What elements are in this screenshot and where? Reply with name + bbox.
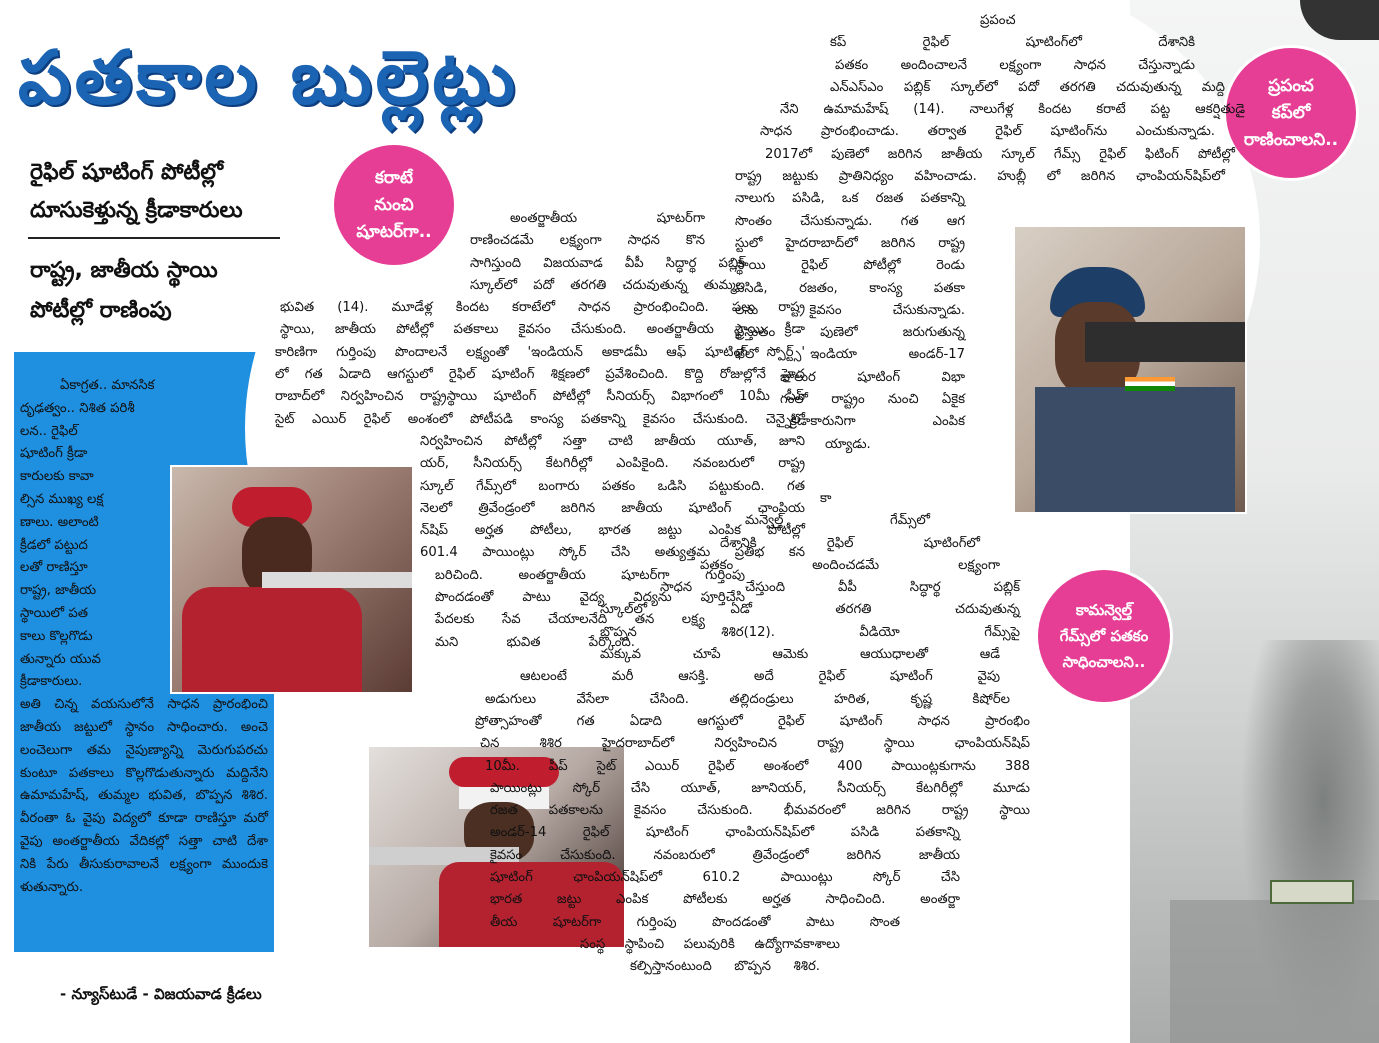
intro-line: కారులకు కావా <box>20 469 94 485</box>
intro-line: వీరంతా ఓ వైపు విద్యలో కూడా రాణిస్తూ మరో <box>20 811 268 827</box>
story_bhuvitha-line: స్కూల్‌లో పదో తరగతి చదువుతున్న తుమ్మల <box>470 277 745 293</box>
story_sisira-line: చిన శిశిర హైదరాబాద్‌లో నిర్వహించిన రాష్ట్ర స్థాయి ఛాంపియన్‌షిప్ <box>480 736 1030 752</box>
story_sisira-line: పాయింట్లు స్కోర్ చేసి యూత్, జూనియర్, సీనియర్స్ కేటగిరీల్లో మూడు <box>490 780 1030 796</box>
story_umamahesh-line: స్టులో హైదరాబాద్‌లో జరిగిన రాష్ట్ర <box>735 235 965 251</box>
story_sisira-line: సంస్థ స్థాపించి పలువురికి ఉద్యోగావకాశాలు <box>580 936 840 952</box>
story_umamahesh-line: సొంతం చేసుకున్నాడు. గత ఆగ <box>735 213 965 229</box>
story_bhuvitha-line: పేదలకు సేవ చేయాలనేది తన లక్ష్య <box>435 612 705 628</box>
story_umamahesh-line: నేని ఉమామహేష్ (14). నాలుగేళ్ల కిందట కరాటే పట్ట ఆకర్షితుడై <box>780 102 1245 118</box>
story_bhuvitha-line: కారిణిగా గుర్తింపు పొందాలనే లక్ష్యంతో 'ఇండియన్ అకాడమీ ఆఫ్ షూటింగ్ స్పోర్ట్స్' <box>275 344 805 360</box>
story_sisira-line: సాధన చేస్తుంది వీపీ సిద్ధార్థ పబ్లిక్ <box>660 580 1020 596</box>
story_bhuvitha-line: న్‌షిప్ అర్హత పోటీలు, భారత జట్టు ఎంపిక పోటీల్లో <box>420 523 805 539</box>
story-umamahesh <box>735 10 1255 456</box>
intro-line: రాష్ట్ర, జాతీయ <box>20 583 97 599</box>
story_sisira-line: ఆటలంటే మరీ ఆసక్తి. అదే రైఫిల్ షూటింగ్ వైపు <box>520 669 1000 685</box>
badge-commonwealth-line: గేమ్స్‌లో పతకం <box>1059 627 1149 645</box>
story_sisira-line: కైవసం చేసుకుంది. నవంబరులో త్రివేండ్రంలో జరిగిన జాతీయ <box>490 847 960 863</box>
badge-commonwealth <box>1038 570 1170 702</box>
intro-line: షూటింగ్ క్రీడా <box>20 446 88 462</box>
badge-commonwealth-line: కామన్వెల్త్ <box>1075 601 1133 619</box>
story_bhuvitha-line: స్కూల్ గేమ్స్‌లో బంగారు పతకం ఒడిసి పట్టుకుంది. గత <box>420 478 805 494</box>
badge-karate-line: కరాటే <box>375 167 413 188</box>
story_umamahesh-line: బాలుర షూటింగ్ విభా <box>780 369 965 385</box>
story_sisira-line: తీయ షూటర్‌గా గుర్తింపు పొందడంతో పాటు సొంత <box>490 914 900 930</box>
badge-world-cup-line: ప్రపంచ <box>1268 75 1314 96</box>
story_bhuvitha-line: యర్, సీనియర్స్ కేటగిరీల్లో ఎంపికైంది. నవంబరులో రాష్ట్ర <box>420 456 805 472</box>
story_umamahesh-line: క్రీడాకారునిగా ఎంపిక <box>790 414 965 430</box>
story_umamahesh-line: కప్ రైఫిల్ షూటింగ్‌లో దేశానికి <box>830 35 1195 51</box>
story_sisira-line: అండర్-14 రైఫిల్ షూటింగ్ ఛాంపియన్‌షిప్‌లో పసిడి పతకాన్ని <box>490 825 960 841</box>
story_sisira-line: మన్వెల్త్ గేమ్స్‌లో <box>745 513 930 529</box>
badge-karate-line: నుంచి <box>374 194 414 215</box>
badge-commonwealth-line: సాధించాలని.. <box>1062 653 1146 671</box>
headline: పతకాల బుల్లెట్లు <box>18 35 519 121</box>
intro-line: ఉమామహేష్, తుమ్మల భువిత, బొప్పన శిశిర. <box>20 788 268 804</box>
intro-line: ళుతున్నారు. <box>20 879 84 895</box>
story_umamahesh-line: ఖేలో ఇండియా అండర్-17 <box>735 347 965 363</box>
story_bhuvitha-line: పొందడంతో పాటు వైద్య విద్యను పూర్తిచేసి <box>435 590 745 606</box>
story_umamahesh-line: లను కైవసం చేసుకున్నాడు. <box>735 302 965 318</box>
intro-line: వైపు అంతర్జాతీయ వేదికల్లో సత్తా చాటి దేశా <box>20 833 268 849</box>
badge-world-cup-line: కప్‌లో <box>1271 102 1311 123</box>
story_bhuvitha-line: రాబాద్‌లో నిర్వహించిన రాష్ట్రస్థాయి షూటింగ్ పోటీల్లో సీనియర్స్ విభాగంలో 10మీ పీప్ <box>275 389 805 405</box>
intro-text-narrow <box>20 375 155 694</box>
story_sisira-line: కల్పిస్తానంటుంది బొప్పన శిశిర. <box>630 959 820 975</box>
subhead-3: రాష్ట్ర, జాతీయ స్థాయి <box>30 258 218 283</box>
intro-line: లన.. రైఫిల్ <box>20 423 78 439</box>
story_bhuvitha-line: సైట్ ఎయిర్ రైఫిల్ అంశంలో పోటీపడి కాంస్య పతకాన్ని కైవసం చేసుకుంది. చెన్నైలో <box>275 411 805 427</box>
story_bhuvitha-line: మని భువిత పేర్కొంది. <box>435 634 635 650</box>
story_umamahesh-line: పతకం అందించాలనే లక్ష్యంగా సాధన చేస్తున్నాడు <box>835 57 1195 73</box>
intro-line: లతో రాణిస్తూ <box>20 560 88 576</box>
subhead-divider <box>28 237 280 239</box>
intro-line: ల్సిన ముఖ్య లక్ష <box>20 491 104 507</box>
story_sisira-line: 10మీ. పీప్ సైట్ ఎయిర్ రైఫిల్ అంశంలో 400 పాయింట్లకుగాను 388 <box>485 758 1030 774</box>
story_umamahesh-line: ప్రపంచ <box>980 13 1016 28</box>
story_sisira-line: ప్రోత్సాహంతో గత ఏడాది ఆగస్టులో రైఫిల్ షూటింగ్ సాధన ప్రారంభిం <box>475 713 1030 729</box>
badge-karate-line: షూటర్‌గా.. <box>356 221 432 242</box>
story_bhuvitha-line: నెలలో త్రివేండ్రంలో జరిగిన జాతీయ షూటింగ్ ఛాంపియ <box>420 500 805 516</box>
intro-line: తున్నారు యువ <box>20 651 101 667</box>
story_umamahesh-line: పసిడి, రజతం, కాంస్య పతకా <box>735 280 965 296</box>
subhead-4: పోటీల్లో రాణింపు <box>30 298 172 323</box>
story_sisira-line: కా <box>820 491 832 506</box>
story_sisira-line: షూటింగ్ ఛాంపియన్‌షిప్‌లో 610.2 పాయింట్లు స్కోర్ చేసి <box>490 870 960 886</box>
intro-line: కుంటూ పతకాలు కొల్లగొడుతున్నారు మద్దినేని <box>20 765 268 781</box>
intro-line: నికి పేరు తీసుకురావాలనే లక్ష్యంగా ముందుకె <box>20 856 268 872</box>
story_bhuvitha-line: భువిత (14). మూడేళ్ల కిందట కరాటేలో సాధన ప్రారంభించింది. పలు రాష్ట్ర <box>280 300 805 316</box>
subhead-2: దూసుకెళ్తున్న క్రీడాకారులు <box>30 198 243 223</box>
story_umamahesh-line: గంలో రాష్ట్రం నుంచి ఏకైక <box>780 392 965 408</box>
story_umamahesh-line: రాష్ట్ర జట్టుకు ప్రాతినిధ్యం వహించాడు. హుబ్లీ లో జరిగిన ఛాంపియన్‌షిప్‌లో <box>735 169 1225 185</box>
story_sisira-line: భారత జట్టు ఎంపిక పోటీలకు అర్హత సాధించింది. అంతర్జా <box>490 892 960 908</box>
story_sisira-line: మక్కువ చూపే ఆమెకు ఆయుధాలతో ఆడే <box>600 647 1000 663</box>
story_umamahesh-line: నాలుగు పసిడి, ఒక రజత పతకాన్ని <box>735 191 965 207</box>
story_sisira-line: బొప్పన శిశిర(12). వీడియో గేమ్స్‌పై <box>600 624 1020 640</box>
story_umamahesh-line: ప్రస్తుతం పుణెలో జరుగుతున్న <box>735 325 965 341</box>
badge-world-cup-line: రాణించాలని.. <box>1243 129 1339 150</box>
story_umamahesh-line: 2017లో పుణెలో జరిగిన జాతీయ స్కూల్ గేమ్స్ రైఫిల్ ఫిటింగ్ పోటీల్లో <box>765 146 1235 162</box>
story_bhuvitha-line: స్థాయి, జాతీయ పోటీల్లో పతకాలు కైవసం చేసుకుంది. అంతర్జాతీయ స్థాయి క్రీడా <box>280 322 805 338</box>
story_bhuvitha-line: అంతర్జాతీయ షూటర్‌గా <box>510 211 705 226</box>
intro-line: అతి చిన్న వయసులోనే సాధన ప్రారంభించి <box>20 697 268 713</box>
intro-line: లంచెలుగా తమ నైపుణ్యాన్ని మెరుగుపరచు <box>20 742 268 758</box>
story_umamahesh-line: య్యాడు. <box>825 436 871 452</box>
story_bhuvitha-line: సాగిస్తుంది విజయవాడ వీపీ సిద్ధార్థ పబ్లిక్ <box>470 255 745 271</box>
story_bhuvitha-line: 601.4 పాయింట్లు స్కోర్ చేసి అత్యుత్తమ ప్రతిభ కన <box>420 545 805 561</box>
intro-line: కాలు కొల్లగొడు <box>20 628 93 644</box>
story_sisira-line: పతకం అందించడమే లక్ష్యంగా <box>700 557 1000 573</box>
credit-line: - న్యూస్‌టుడే - విజయవాడ క్రీడలు <box>60 985 262 1003</box>
intro-line: జాతీయ జట్టులో స్థానం సాధించారు. అంచె <box>20 719 268 735</box>
story_umamahesh-line: స్థాయి రైఫిల్ పోటీల్లో రెండు <box>735 258 965 274</box>
intro-text-wide <box>20 694 268 899</box>
story_sisira-line: అడుగులు వేసేలా చేసింది. తల్లిదండ్రులు హరిత, కృష్ణ కిషోర్‌ల <box>485 691 1010 707</box>
intro-line: దృఢత్వం.. నిశిత పరిశీ <box>20 400 135 416</box>
subhead-1: రైఫిల్ షూటింగ్ పోటీల్లో <box>30 160 223 185</box>
story_bhuvitha-line: లో గత ఏడాది ఆగస్టులో రైఫిల్ షూటింగ్ శిక్షణలో ప్రవేశించింది. కొద్ది రోజుల్లోనే హైద <box>275 367 805 383</box>
road-sign <box>1270 880 1354 904</box>
story_sisira-line: రజత పతకాలను కైవసం చేసుకుంది. భీమవరంలో జరిగిన రాష్ట్ర స్థాయి <box>490 803 1030 819</box>
intro-line: ణాలు. అలాంటి <box>20 514 99 530</box>
story_bhuvitha-line: రాణించడమే లక్ష్యంగా సాధన కొన <box>470 233 705 249</box>
story_bhuvitha-line: నిర్వహించిన పోటీల్లో సత్తా చాటి జాతీయ యూత్, జూని <box>420 433 805 449</box>
background-road <box>1170 900 1379 1043</box>
story_umamahesh-line: సాధన ప్రారంభించాడు. తర్వాత రైఫిల్ షూటింగ్‌ను ఎంచుకున్నాడు. <box>760 124 1215 140</box>
intro-text <box>20 375 268 899</box>
intro-line: క్రీడాకారులు. <box>20 674 83 690</box>
story_umamahesh-line: ఎన్‌ఎస్‌ఎం పబ్లిక్ స్కూల్‌లో పదో తరగతి చదువుతున్న మద్ది <box>830 79 1225 95</box>
intro-line: ఏకాగ్రత.. మానసిక <box>60 378 155 393</box>
story_sisira-line: స్కూల్‌లో ఏడో తరగతి చదువుతున్న <box>600 602 1020 618</box>
story_sisira-line: దేశానికి రైఫిల్ షూటింగ్‌లో <box>720 535 980 551</box>
story_bhuvitha-line: బరిచింది. అంతర్జాతీయ షూటర్‌గా గుర్తింపు <box>435 567 745 583</box>
intro-line: స్థాయిలో పత <box>20 605 88 621</box>
intro-line: క్రీడలో పట్టుద <box>20 537 88 553</box>
